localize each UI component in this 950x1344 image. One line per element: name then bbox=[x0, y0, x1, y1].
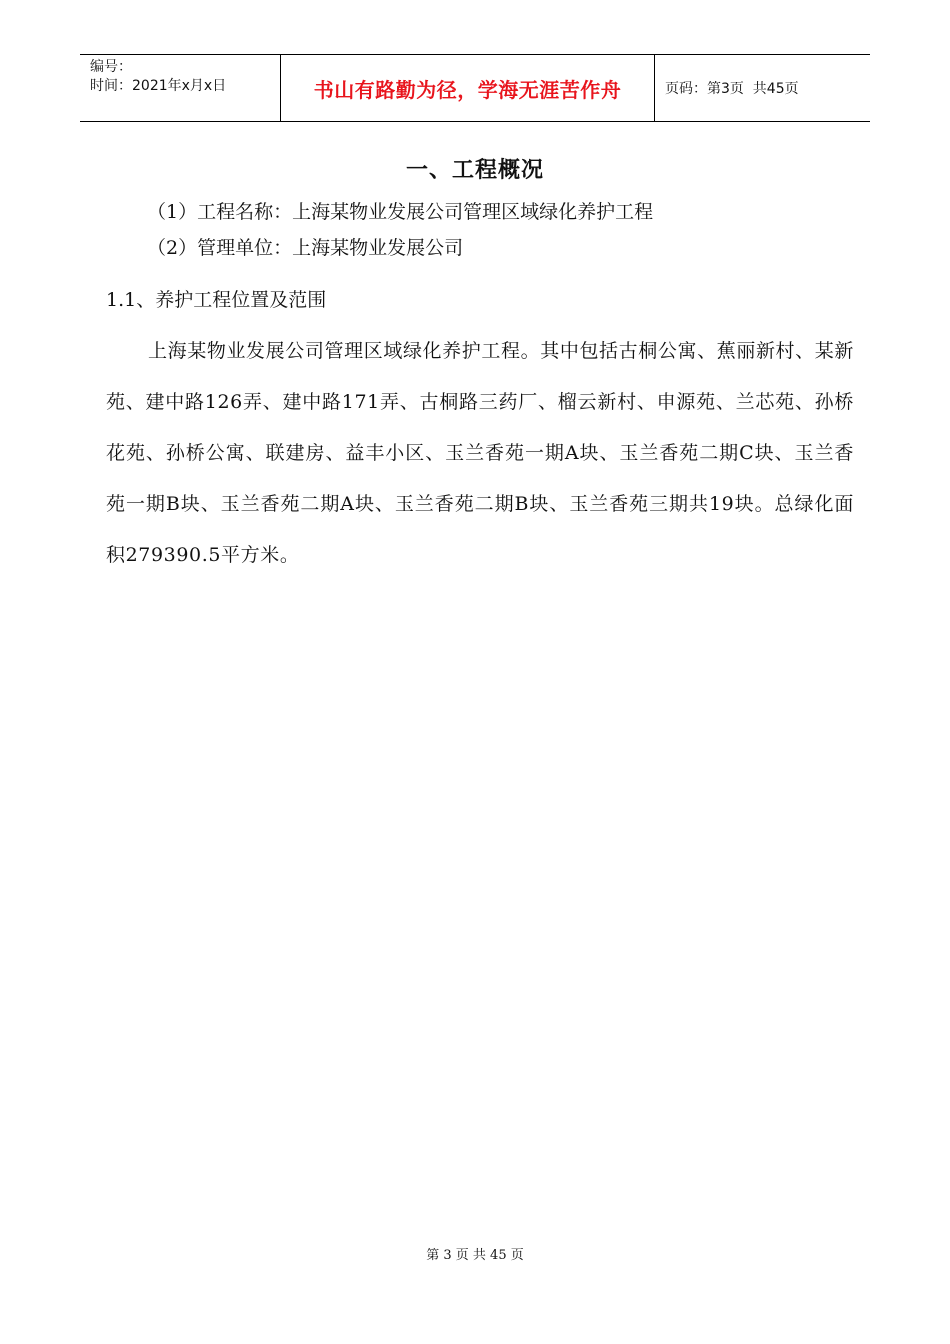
header-page-code: 页码：第3页 共45页 bbox=[665, 81, 799, 97]
header-page-cell bbox=[655, 55, 870, 121]
header-motto-cell bbox=[281, 55, 655, 121]
page-header bbox=[80, 54, 870, 122]
body-paragraph: 上海某物业发展公司管理区域绿化养护工程。其中包括古桐公寓、蕉丽新村、某新苑、建中路126弄、建中路171弄、古桐路三药厂、榴云新村、申源苑、兰芯苑、孙桥花苑、孙桥公寓、联建房、益丰小区、玉兰香苑一期A块、玉兰香苑二期C块、玉兰香苑一期B块、玉兰香苑二期A块、玉兰香苑二期B块、玉兰香苑三期共19块。总绿化面积279390.5平方米。 bbox=[106, 340, 854, 566]
document-number-label: 编号： bbox=[90, 59, 132, 75]
management-unit-line: （2）管理单位：上海某物业发展公司 bbox=[147, 237, 464, 259]
section-title: 一、工程概况 bbox=[405, 158, 544, 183]
document-time-label: 时间：2021年x月x日 bbox=[90, 78, 227, 94]
header-meta-cell bbox=[80, 55, 281, 121]
header-motto: 书山有路勤为径，学海无涯苦作舟 bbox=[313, 77, 622, 102]
project-name-line: （1）工程名称：上海某物业发展公司管理区域绿化养护工程 bbox=[147, 201, 654, 223]
subsection-title: 1.1、养护工程位置及范围 bbox=[106, 289, 327, 311]
page-footer: 第 3 页 共 45 页 bbox=[426, 1248, 524, 1263]
